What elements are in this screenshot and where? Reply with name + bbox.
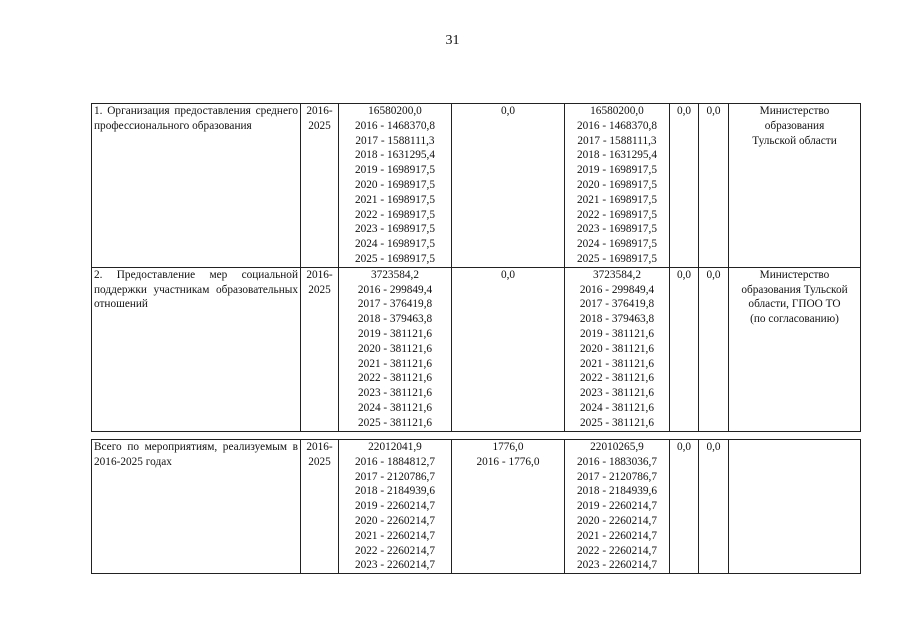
funding-line: 2016 - 299849,4 xyxy=(357,283,433,296)
funding-line: 2020 - 1698917,5 xyxy=(576,178,658,191)
funding-line: 2022 - 381121,6 xyxy=(358,372,432,385)
extrabudget-funding-cell: 0,0 xyxy=(699,440,729,574)
funding-line: 2016 - 1468370,8 xyxy=(576,119,658,132)
funding-line: 2022 - 381121,6 xyxy=(580,372,654,385)
funding-line: 2020 - 2260214,7 xyxy=(576,514,658,527)
responsible-executor-cell xyxy=(729,104,861,268)
funding-line: 2021 - 1698917,5 xyxy=(354,193,436,206)
funding-line: 2023 - 381121,6 xyxy=(580,387,654,400)
funding-line: 22010265,9 xyxy=(590,441,644,453)
period-cell xyxy=(301,440,339,574)
activity-name-cell: 1. Организация предоставления среднего профессионального образования xyxy=(92,104,301,268)
funding-line: 2021 - 2260214,7 xyxy=(354,529,436,542)
funding-line: 16580200,0 xyxy=(590,105,644,117)
funding-line: 2024 - 381121,6 xyxy=(580,401,654,414)
funding-line: 2020 - 2260214,7 xyxy=(354,514,436,527)
activity-name-cell: Всего по мероприятиям, реализуемым в 2016-2025 годах xyxy=(92,440,301,574)
federal-funding-cell xyxy=(452,267,565,431)
funding-line: 2025 - 1698917,5 xyxy=(576,252,658,265)
period-cell xyxy=(301,104,339,268)
total-funding-cell xyxy=(339,104,452,268)
funding-line: 2020 - 381121,6 xyxy=(580,342,654,355)
funding-line: 3723584,2 xyxy=(592,268,641,281)
responsible-line: образования Тульской xyxy=(741,283,848,296)
extrabudget-funding-cell: 0,0 xyxy=(699,104,729,268)
funding-line: 2017 - 1588111,3 xyxy=(577,134,657,147)
period-line: 2025 xyxy=(308,283,331,296)
regional-funding-cell xyxy=(565,267,670,431)
federal-funding-cell xyxy=(452,104,565,268)
funding-line: 2023 - 1698917,5 xyxy=(576,223,658,236)
funding-line: 22012041,9 xyxy=(368,441,422,453)
table-row xyxy=(92,104,861,268)
responsible-executor-cell xyxy=(729,267,861,431)
funding-line: 2021 - 381121,6 xyxy=(358,357,432,370)
funding-line: 2016 - 1884812,7 xyxy=(354,455,436,468)
funding-line: 2024 - 1698917,5 xyxy=(576,238,658,251)
total-funding-cell xyxy=(339,440,452,574)
responsible-line: (по согласованию) xyxy=(750,313,839,326)
funding-line: 2025 - 381121,6 xyxy=(358,416,432,429)
funding-line: 2019 - 1698917,5 xyxy=(576,164,658,177)
funding-line: 2024 - 1698917,5 xyxy=(354,238,436,251)
funding-line: 2024 - 381121,6 xyxy=(358,401,432,414)
funding-line: 2019 - 381121,6 xyxy=(358,327,432,340)
funding-line: 2016 - 1468370,8 xyxy=(354,119,436,132)
federal-funding-cell xyxy=(452,440,565,574)
funding-line: 3723584,2 xyxy=(370,268,419,281)
funding-line: 16580200,0 xyxy=(368,105,422,117)
responsible-line: образования xyxy=(764,119,825,132)
funding-line: 2018 - 2184939,6 xyxy=(354,485,436,498)
funding-line: 2019 - 2260214,7 xyxy=(576,500,658,513)
funding-line: 2017 - 2120786,7 xyxy=(576,470,658,483)
funding-line: 2020 - 381121,6 xyxy=(358,342,432,355)
period-cell xyxy=(301,267,339,431)
extrabudget-funding-cell: 0,0 xyxy=(699,267,729,431)
funding-line: 2022 - 1698917,5 xyxy=(354,208,436,221)
program-activities-table xyxy=(91,103,861,432)
funding-line: 2020 - 1698917,5 xyxy=(354,178,436,191)
funding-line: 2016 - 1776,0 xyxy=(476,455,540,468)
municipal-funding-cell: 0,0 xyxy=(670,440,699,574)
funding-line: 2016 - 1883036,7 xyxy=(576,455,658,468)
funding-line: 2022 - 1698917,5 xyxy=(576,208,658,221)
responsible-line: Тульской области xyxy=(752,134,837,147)
activity-name-cell: 2. Предоставление мер социальной поддержки участникам образовательных отношений xyxy=(92,267,301,431)
funding-line: 0,0 xyxy=(500,105,516,117)
funding-line: 2019 - 381121,6 xyxy=(580,327,654,340)
funding-line: 2025 - 381121,6 xyxy=(580,416,654,429)
funding-line: 2022 - 2260214,7 xyxy=(354,544,436,557)
funding-line: 2025 - 1698917,5 xyxy=(354,252,436,265)
funding-line: 2019 - 2260214,7 xyxy=(354,500,436,513)
funding-line: 1776,0 xyxy=(492,441,524,453)
regional-funding-cell xyxy=(565,440,670,574)
responsible-line: Министерство xyxy=(759,105,830,117)
funding-line: 2018 - 1631295,4 xyxy=(576,149,658,162)
funding-line: 2018 - 379463,8 xyxy=(357,313,433,326)
funding-line: 2023 - 2260214,7 xyxy=(354,559,436,572)
program-total-table xyxy=(91,439,861,574)
total-funding-cell xyxy=(339,267,452,431)
funding-line: 2022 - 2260214,7 xyxy=(576,544,658,557)
funding-line: 2023 - 381121,6 xyxy=(358,387,432,400)
responsible-line: Министерство xyxy=(759,268,830,281)
regional-funding-cell xyxy=(565,104,670,268)
period-line: 2025 xyxy=(308,119,331,132)
responsible-line: области, ГПОО ТО xyxy=(748,298,841,311)
funding-line: 2017 - 1588111,3 xyxy=(355,134,435,147)
period-line: 2016- xyxy=(306,268,333,281)
page-number: 31 xyxy=(445,33,460,48)
period-line: 2016- xyxy=(306,105,333,117)
funding-line: 0,0 xyxy=(500,268,516,281)
period-line: 2016- xyxy=(306,441,333,453)
funding-line: 2017 - 2120786,7 xyxy=(354,470,436,483)
funding-line: 2021 - 381121,6 xyxy=(580,357,654,370)
municipal-funding-cell: 0,0 xyxy=(670,104,699,268)
funding-line: 2018 - 2184939,6 xyxy=(576,485,658,498)
funding-line: 2016 - 299849,4 xyxy=(579,283,655,296)
funding-line: 2019 - 1698917,5 xyxy=(354,164,436,177)
table-row xyxy=(92,267,861,431)
funding-line: 2023 - 1698917,5 xyxy=(354,223,436,236)
funding-line: 2021 - 2260214,7 xyxy=(576,529,658,542)
municipal-funding-cell: 0,0 xyxy=(670,267,699,431)
funding-line: 2017 - 376419,8 xyxy=(357,298,433,311)
funding-line: 2017 - 376419,8 xyxy=(579,298,655,311)
funding-line: 2021 - 1698917,5 xyxy=(576,193,658,206)
responsible-executor-cell xyxy=(729,440,861,574)
funding-line: 2023 - 2260214,7 xyxy=(576,559,658,572)
funding-line: 2018 - 1631295,4 xyxy=(354,149,436,162)
total-table-row xyxy=(92,440,861,574)
period-line: 2025 xyxy=(308,455,331,468)
funding-line: 2018 - 379463,8 xyxy=(579,313,655,326)
